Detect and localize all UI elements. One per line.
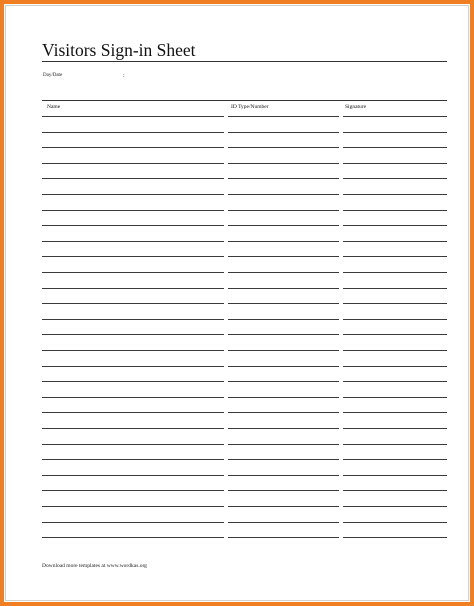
name-line [42, 350, 224, 351]
signature-line [343, 366, 447, 367]
table-row [6, 506, 470, 508]
name-line [42, 194, 224, 195]
name-line [42, 288, 224, 289]
name-line [42, 381, 224, 382]
id-type-number-line [228, 132, 339, 133]
name-line [42, 334, 224, 335]
id-type-number-line [228, 397, 339, 398]
table-row [6, 428, 470, 430]
table-row [6, 194, 470, 196]
column-header-id-type-number: ID Type/Number [231, 104, 269, 110]
id-type-number-line [228, 147, 339, 148]
name-line [42, 412, 224, 413]
table-row [6, 272, 470, 274]
id-type-number-line [228, 537, 339, 538]
signature-line [343, 381, 447, 382]
signature-line [343, 163, 447, 164]
name-line [42, 537, 224, 538]
id-type-number-line [228, 225, 339, 226]
table-row [6, 522, 470, 524]
id-type-number-line [228, 319, 339, 320]
name-line [42, 132, 224, 133]
signature-line [343, 178, 447, 179]
id-type-number-line [228, 194, 339, 195]
name-line [42, 303, 224, 304]
name-line [42, 241, 224, 242]
name-line [42, 459, 224, 460]
table-row [6, 178, 470, 180]
id-type-number-line [228, 459, 339, 460]
signature-line [343, 288, 447, 289]
name-line [42, 163, 224, 164]
name-line [42, 147, 224, 148]
id-type-number-line [228, 272, 339, 273]
id-type-number-line [228, 178, 339, 179]
signature-line [343, 272, 447, 273]
id-type-number-line [228, 350, 339, 351]
table-row [6, 256, 470, 258]
sheet-title: Visitors Sign-in Sheet [42, 40, 196, 60]
day-date-label: Day/Date [43, 73, 63, 78]
name-line [42, 506, 224, 507]
signature-line [343, 428, 447, 429]
signature-line [343, 194, 447, 195]
table-row [6, 350, 470, 352]
name-line [42, 444, 224, 445]
signature-line [343, 132, 447, 133]
id-type-number-line [228, 288, 339, 289]
id-type-number-line [228, 334, 339, 335]
table-row [6, 366, 470, 368]
table-row [6, 241, 470, 243]
id-type-number-line [228, 428, 339, 429]
table-row [6, 210, 470, 212]
name-line [42, 428, 224, 429]
signature-line [343, 334, 447, 335]
name-line [42, 319, 224, 320]
id-type-number-line [228, 381, 339, 382]
day-date-separator: : [123, 73, 125, 79]
signature-line [343, 397, 447, 398]
id-type-number-line [228, 163, 339, 164]
table-row [6, 381, 470, 383]
signature-line [343, 490, 447, 491]
name-line [42, 366, 224, 367]
name-line [42, 397, 224, 398]
id-type-number-line [228, 475, 339, 476]
signature-line [343, 147, 447, 148]
signature-line [343, 303, 447, 304]
column-header-signature: Signature [345, 104, 367, 110]
signature-line [343, 522, 447, 523]
signature-line [343, 256, 447, 257]
name-line [42, 272, 224, 273]
signature-line [343, 412, 447, 413]
name-line [42, 490, 224, 491]
signature-line [343, 241, 447, 242]
table-row [6, 163, 470, 165]
sign-in-sheet [5, 5, 469, 601]
signature-line [343, 506, 447, 507]
name-line [42, 210, 224, 211]
table-row [6, 147, 470, 149]
id-type-number-line [228, 412, 339, 413]
id-type-number-line [228, 522, 339, 523]
id-type-number-line [228, 256, 339, 257]
table-row [6, 490, 470, 492]
name-line [42, 522, 224, 523]
table-row [6, 225, 470, 227]
table-row [6, 132, 470, 134]
signature-line [343, 459, 447, 460]
name-line [42, 178, 224, 179]
title-underline [42, 61, 447, 62]
name-line [42, 475, 224, 476]
table-row [6, 303, 470, 305]
name-line [42, 116, 224, 117]
signature-line [343, 319, 447, 320]
table-row [6, 459, 470, 461]
signature-line [343, 225, 447, 226]
table-row [6, 288, 470, 290]
id-type-number-line [228, 116, 339, 117]
table-row [6, 334, 470, 336]
table-row [6, 537, 470, 539]
id-type-number-line [228, 444, 339, 445]
signature-line [343, 475, 447, 476]
signature-line [343, 350, 447, 351]
id-type-number-line [228, 210, 339, 211]
table-header-rule [42, 100, 447, 101]
table-row [6, 319, 470, 321]
id-type-number-line [228, 506, 339, 507]
id-type-number-line [228, 241, 339, 242]
column-header-name: Name [47, 104, 61, 110]
signature-line [343, 116, 447, 117]
id-type-number-line [228, 366, 339, 367]
signature-line [343, 444, 447, 445]
table-row [6, 116, 470, 118]
signature-line [343, 537, 447, 538]
table-row [6, 412, 470, 414]
name-line [42, 256, 224, 257]
id-type-number-line [228, 490, 339, 491]
table-row [6, 444, 470, 446]
footer-note: Download more templates at www.wordkas.org [42, 563, 147, 569]
name-line [42, 225, 224, 226]
table-row [6, 475, 470, 477]
signature-line [343, 210, 447, 211]
id-type-number-line [228, 303, 339, 304]
table-row [6, 397, 470, 399]
